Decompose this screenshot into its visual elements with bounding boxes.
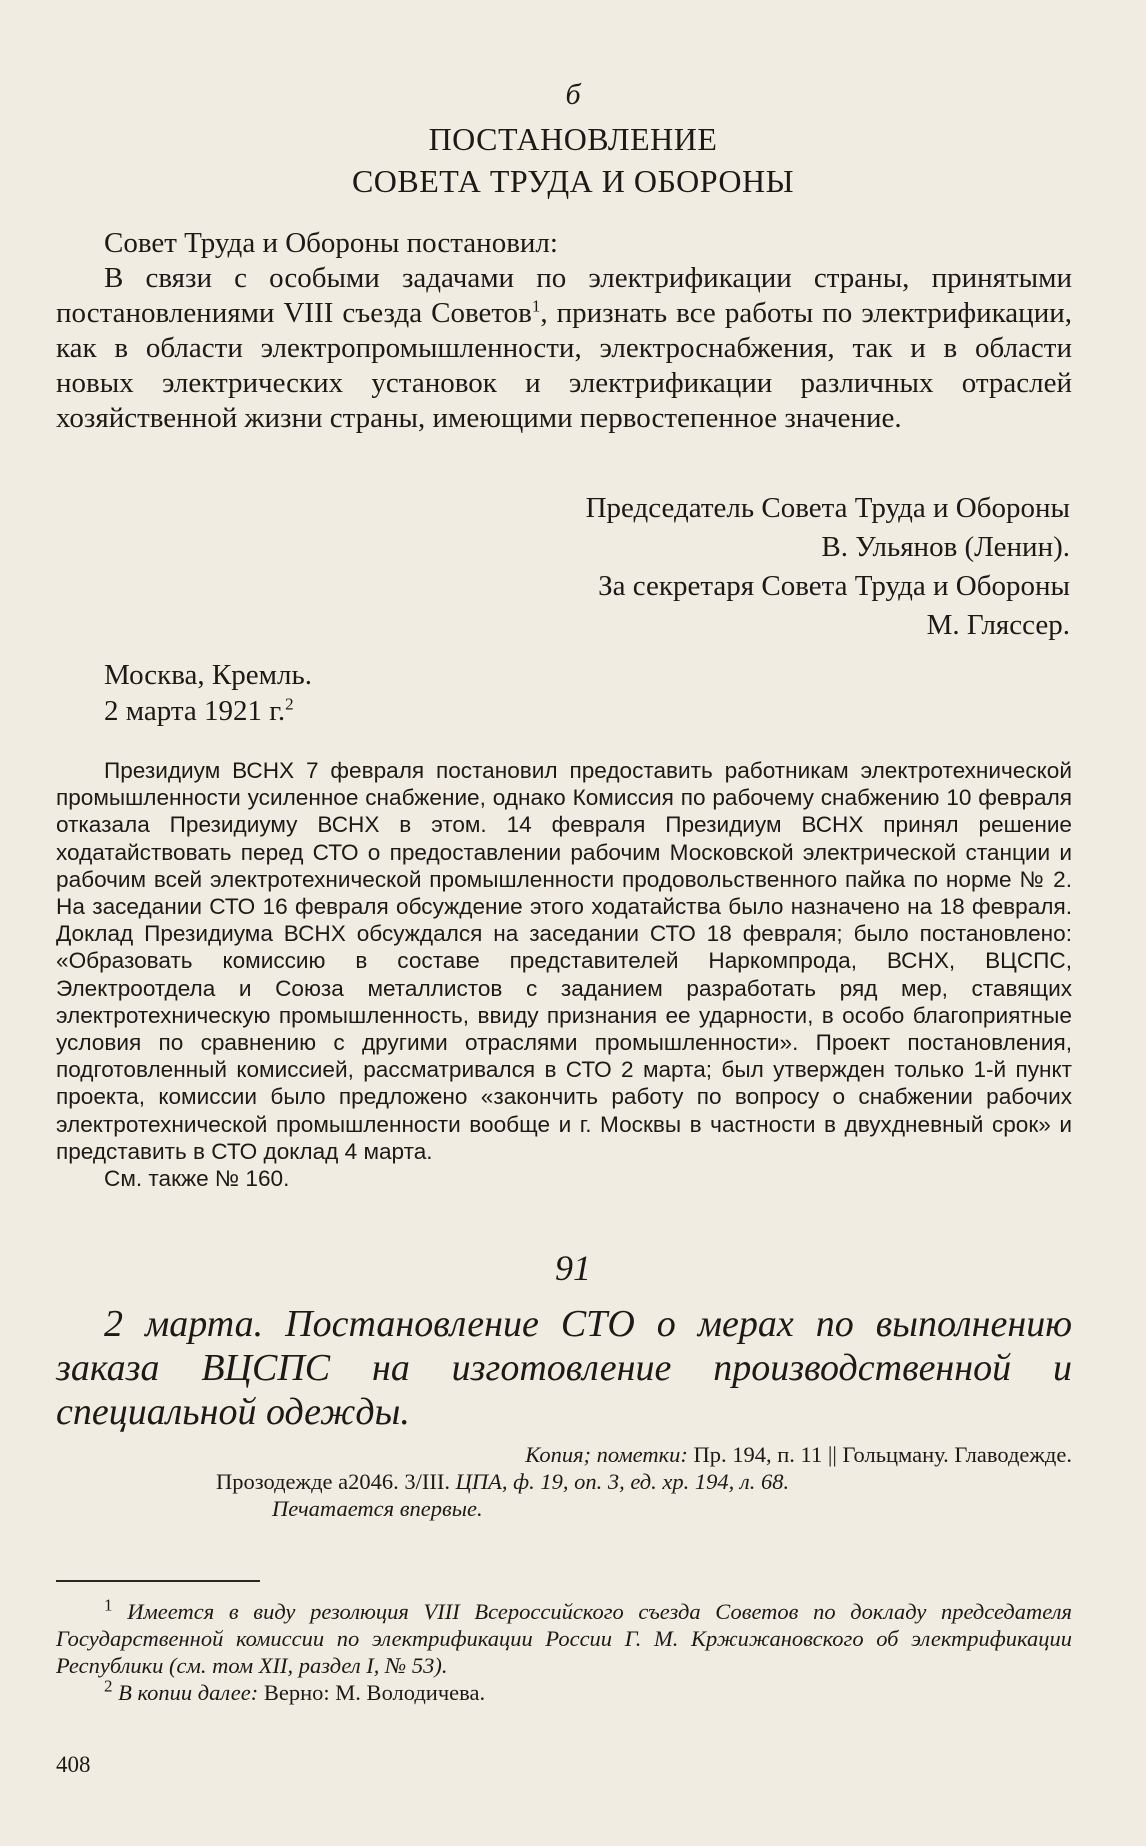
- signature-secretary: [290, 567, 1070, 645]
- secretary-role: За секретаря Совета Труда и Обороны: [598, 570, 1070, 602]
- footnote-2-text: Верно: М. Володичева.: [263, 1680, 486, 1705]
- page-number: 408: [56, 1752, 91, 1777]
- secretary-name: М. Гляссер.: [926, 609, 1070, 641]
- chairman-name: В. Ульянов (Ленин).: [821, 531, 1070, 563]
- meta-prozodezhda: Прозодежде а2046. 3/III.: [216, 1469, 450, 1494]
- footnotes: [56, 1595, 1072, 1706]
- meta-line-2: [56, 1468, 1072, 1495]
- section-letter: б: [565, 78, 581, 111]
- date: [104, 693, 312, 729]
- footnote-1-text: Имеется в виду резолюция VIII Всероссийского съезда Советов по докладу председателя Государственной комиссии по электрификации России Г. М. Кржижановского об электрификации Республики (см. том XII, раздел I, № 53).: [56, 1599, 1072, 1678]
- resolution-body: [56, 226, 1072, 436]
- footnote-1: [56, 1595, 1072, 1679]
- place-and-date: [104, 657, 312, 729]
- meta-copy-label: Копия; пометки:: [525, 1442, 688, 1467]
- note-see-also: См. также № 160.: [104, 1166, 290, 1192]
- editorial-note: [56, 757, 1072, 1192]
- meta-archive: ЦПА, ф. 19, оп. 3, ед. хр. 194, л. 68.: [455, 1469, 790, 1494]
- footnote-1-number: 1: [104, 1595, 113, 1615]
- document-title: [0, 118, 1146, 202]
- footnote-ref-1: 1: [531, 296, 541, 316]
- chairman-role: Председатель Совета Труда и Обороны: [585, 492, 1070, 524]
- footnote-2-number: 2: [104, 1676, 113, 1696]
- title-line-1: ПОСТАНОВЛЕНИЕ: [428, 121, 718, 157]
- resolution-text-part2: , признать все работы по электрификации, как в области электропромышленности, электроснабжения, так и в области новых электрических установок и электрификации различных отраслей хозяйственной жизни страны, имеющими первостепенное значение.: [56, 297, 1072, 434]
- archival-metadata: [56, 1441, 1072, 1522]
- footnote-divider: [56, 1580, 260, 1582]
- note-text: Президиум ВСНХ 7 февраля постановил предоставить работникам электротехнической промышленности усиленное снабжение, однако Комиссия по рабочему снабжению 10 февраля отказала Президиуму ВСНХ в этом. 14 февраля Президиум ВСНХ принял решение ходатайствовать перед СТО о предоставлении рабочим Московской электрической станции и рабочим всей электротехнической промышленности продовольственного пайка по норме № 2. На заседании СТО 16 февраля обсуждение этого ходатайства было назначено на 18 февраля. Доклад Президиума ВСНХ обсуждался на заседании СТО 18 февраля; было постановлено: «Образовать комиссию в составе представителей Наркомпрода, ВСНХ, ВЦСПС, Электроотдела и Союза металлистов с заданием разработать ряд мер, ставящих электротехническую промышленность, ввиду признания ее ударности, в особо благоприятные условия по сравнению с другими отраслями промышленности». Проект постановления, подготовленный комиссией, рассматривался в СТО 2 марта; был утвержден только 1-й пункт проекта, комиссии было предложено «закончить работу по вопросу о снабжении рабочих электротехнической промышленности вообще и г. Москвы в частности в двухдневный срок» и представить в СТО доклад 4 марта.: [56, 758, 1072, 1164]
- resolution-text: [56, 261, 1072, 436]
- footnote-ref-2: 2: [285, 694, 294, 714]
- resolution-text-part1: В связи с особыми задачами по электрификации страны, принятыми постановлениями VIII съезда Советов: [56, 262, 1072, 329]
- meta-marks: Пр. 194, п. 11 || Гольцману. Главодежде.: [693, 1442, 1072, 1467]
- title-line-2: СОВЕТА ТРУДА И ОБОРОНЫ: [351, 163, 795, 199]
- intro-line: Совет Труда и Обороны постановил:: [104, 227, 558, 259]
- place: Москва, Кремль.: [104, 659, 312, 691]
- document-heading: 2 марта. Постановление СТО о мерах по выполнению заказа ВЦСПС на изготовление производственной и специальной одежды.: [56, 1303, 1072, 1433]
- signature-chairman: [290, 489, 1070, 567]
- meta-line-3: Печатается впервые.: [272, 1496, 483, 1521]
- footnote-2-italic: В копии далее:: [118, 1680, 259, 1705]
- meta-line-1: [56, 1441, 1072, 1468]
- footnote-2: [56, 1676, 1072, 1706]
- date-text: 2 марта 1921 г.: [104, 695, 286, 727]
- document-number: 91: [555, 1248, 591, 1288]
